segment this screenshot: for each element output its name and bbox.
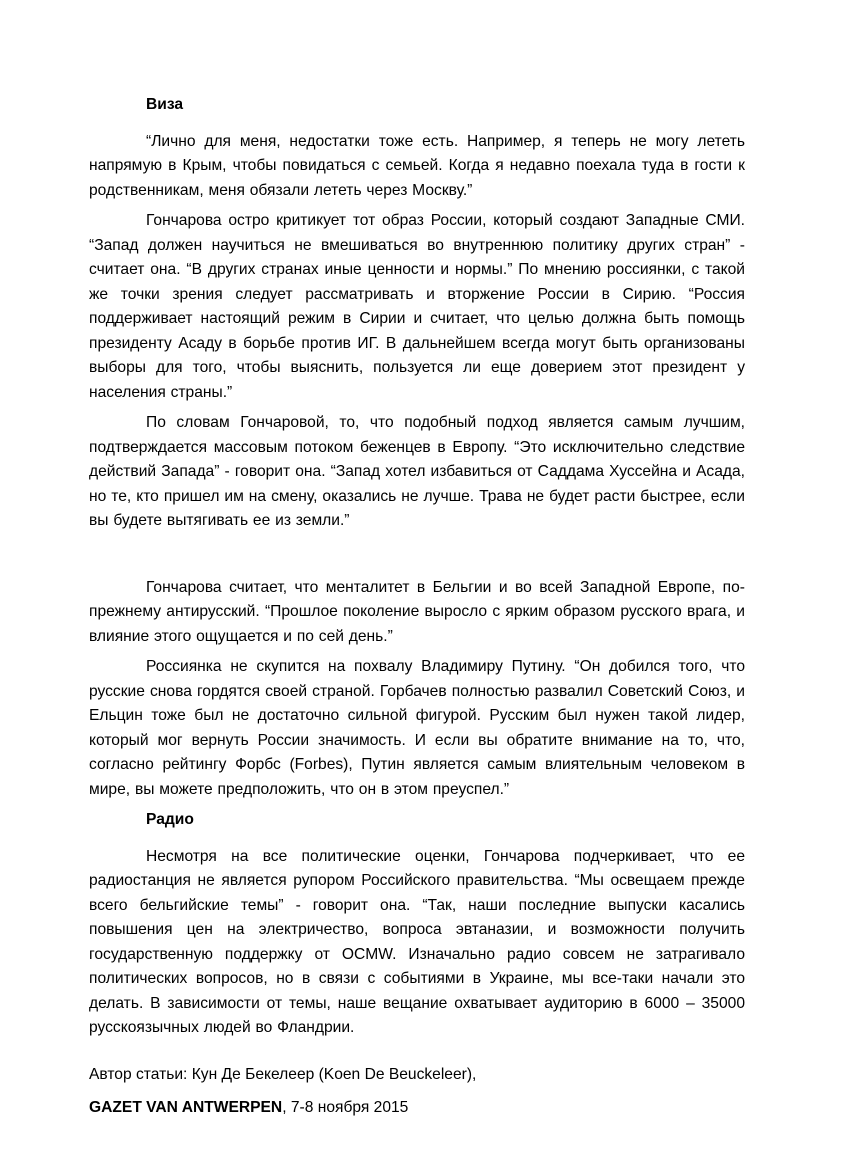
author-attribution-line: Автор статьи: Кун Де Бекелеер (Koen De Beuckeleer), bbox=[89, 1065, 477, 1083]
blank-paragraph-gap bbox=[89, 540, 745, 576]
paragraph-visa-quote: “Лично для меня, недостатки тоже есть. Например, я теперь не могу лететь напрямую в Крым, чтобы повидаться с семьей. Когда я недавно поехала туда в гости к родственникам, меня обязали лететь через Москву.” bbox=[89, 132, 745, 199]
publication-date: , 7-8 ноября 2015 bbox=[282, 1099, 409, 1116]
paragraph-mentality: Гончарова считает, что менталитет в Бельгии и во всей Западной Европе, по-прежнему антирусский. “Прошлое поколение выросло с ярким образом русского врага, и влияние этого ощущается и по сей день.” bbox=[89, 578, 745, 645]
section-heading-visa: Виза bbox=[146, 96, 184, 113]
section-heading-radio: Радио bbox=[146, 811, 194, 828]
paragraph-western-media: Гончарова остро критикует тот образ России, который создают Западные СМИ. “Запад должен научиться не вмешиваться во внутреннюю политику других стран” - считает она. “В других странах иные ценности и нормы.” По мнению россиянки, с такой же точки зрения следует рассматривать и вторжение России в Сирию. “Россия поддерживает настоящий режим в Сирии и считает, что целью должна быть помощь президенту Асаду в борьбе против ИГ. В дальнейшем всегда могут быть организованы выборы для того, чтобы выяснить, пользуется ли еще доверием этот президент у населения страны.” bbox=[89, 212, 745, 401]
source-attribution-line bbox=[89, 1096, 745, 1121]
newspaper-name: GAZET VAN ANTWERPEN bbox=[89, 1099, 283, 1116]
paragraph-refugees: По словам Гончаровой, то, что подобный подход является самым лучшим, подтверждается массовым потоком беженцев в Европу. “Это исключительно следствие действий Запада” - говорит она. “Запад хотел избавиться от Саддама Хуссейна и Асада, но те, кто пришел им на смену, оказались не лучше. Трава не будет расти быстрее, если вы будете вытягивать ее из земли.” bbox=[89, 414, 745, 529]
paragraph-radio-station: Несмотря на все политические оценки, Гончарова подчеркивает, что ее радиостанция не является рупором Российского правительства. “Мы освещаем прежде всего бельгийские темы” - говорит она. “Так, наши последние выпуски касались повышения цен на электричество, вопроса эвтаназии, и возможности получить государственную поддержку от OCMW. Изначально радио совсем не затрагивало политических вопросов, но в связи с событиями в Украине, мы все-таки начали это делать. В зависимости от темы, наше вещание охватывает аудиторию в 6000 – 35000 русскоязычных людей во Фландрии. bbox=[89, 847, 745, 1036]
paragraph-putin-praise: Россиянка не скупится на похвалу Владимиру Путину. “Он добился того, что русские снова гордятся своей страной. Горбачев полностью развалил Советский Союз, и Ельцин тоже был не достаточно сильной фигурой. Русским был нужен такой лидер, который мог вернуть России значимость. И если вы обратите внимание на то, что, согласно рейтингу Форбс (Forbes), Путин является самым влиятельным человеком в мире, вы можете предположить, что он в этом преуспел.” bbox=[89, 658, 745, 798]
